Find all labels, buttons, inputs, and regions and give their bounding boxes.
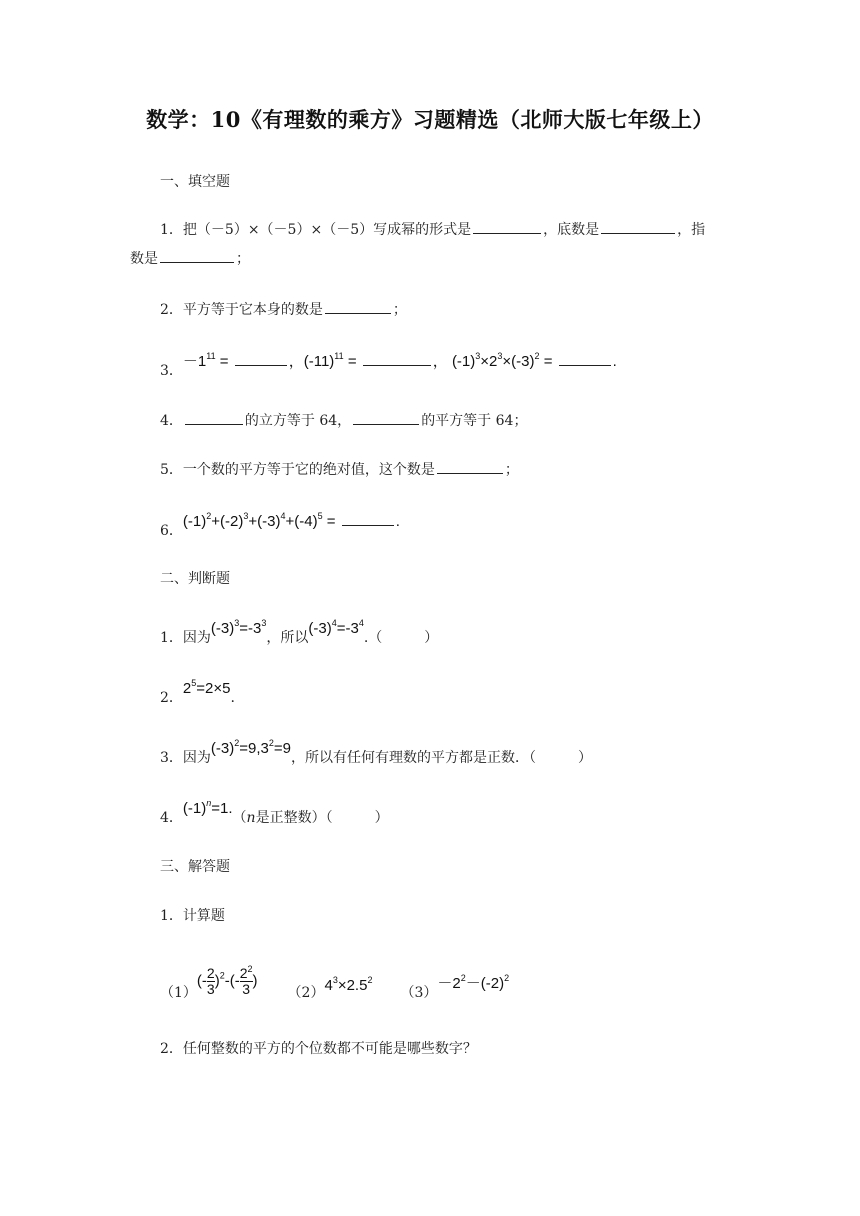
math-expression: $(-1)^2+(-2)^3+(-3)^4+(-4)^5$ = . (182, 511, 400, 530)
math-expression: $2^5=2\times 5$ (182, 678, 231, 697)
question-text: ，所以 (266, 630, 309, 646)
page-title: 数学：10《有理数的乘方》习题精选（北师大版七年级上） (146, 107, 714, 132)
question-number: 3． (160, 750, 183, 766)
question-text: 的立方等于 64， (244, 413, 352, 429)
question-text: ； (392, 302, 407, 318)
question-number: 3． (160, 363, 183, 379)
answer-question-2: 2．任何整数的平方的个位数都不可能是哪些数字？ (160, 1041, 477, 1057)
question-text: 的平方等于 64； (421, 413, 528, 429)
answer-blank (342, 511, 394, 526)
question-text: 因为 (182, 630, 211, 646)
fill-question-1-cont (130, 248, 250, 269)
variable-n: n (246, 810, 256, 826)
answer-blank (160, 248, 234, 263)
section-heading-judge: 二、判断题 (160, 571, 230, 587)
question-number: 6． (160, 523, 183, 539)
math-expression: $(-3)^4=-3^4$ (308, 618, 364, 637)
problem-label: （3） (400, 985, 438, 1001)
math-expression: $-1^{11}$ = ，$(-11)^{11}$ = ， $(-1)^3\times 2^3\times(-3)^2$ = . (182, 351, 617, 370)
question-number: 1． (160, 630, 183, 646)
section-heading-fill: 一、填空题 (160, 174, 230, 190)
math-expression: $(-3)^3=-3^3$ (210, 618, 267, 637)
problem-label: （2） (287, 985, 325, 1001)
answer-blank (601, 219, 675, 234)
answer-blank (353, 410, 419, 425)
answer-blank (363, 351, 431, 366)
math-expression: $(-1)^n=1$. (182, 798, 233, 817)
question-number: 4． (160, 810, 183, 826)
question-number: 2． (160, 302, 183, 318)
question-text: 平方等于它本身的数是 (182, 302, 323, 318)
problem-label: （1） (160, 985, 197, 1001)
section-heading-answer: 三、解答题 (160, 859, 230, 875)
question-number: 5． (160, 462, 183, 478)
math-expression: $4^3\times 2.5^2$ (324, 975, 373, 994)
question-text: ； (236, 251, 250, 267)
question-text: ，底数是 (543, 222, 600, 238)
question-text: 是正整数）（ ） (255, 810, 389, 826)
question-text: 数是 (130, 251, 158, 267)
question-text: .（ ） (363, 630, 439, 646)
fill-question-4 (160, 410, 527, 431)
answer-question-1: 1．计算题 (160, 908, 225, 924)
fill-question-2 (160, 299, 407, 320)
question-text: . (230, 690, 235, 706)
answer-blank (325, 299, 391, 314)
question-number: 2． (160, 690, 183, 706)
question-text: ； (504, 462, 519, 478)
fill-question-3 (160, 351, 617, 381)
question-text: 把（－5）×（－5）×（－5）写成幂的形式是 (182, 222, 472, 238)
question-text: 一个数的平方等于它的绝对值，这个数是 (182, 462, 435, 478)
question-number: 4． (160, 413, 183, 429)
math-expression: $-2^2-(-2)^2$ (437, 973, 510, 992)
judge-question-3 (160, 738, 593, 768)
answer-blank (185, 410, 243, 425)
fill-question-1 (160, 219, 705, 240)
fraction: $\frac{2}{3}$ (206, 965, 215, 997)
question-text: 因为 (182, 750, 211, 766)
answer-blank (235, 351, 287, 366)
question-number: 1． (160, 222, 183, 238)
answer-blank (559, 351, 611, 366)
judge-question-2 (160, 678, 235, 708)
math-expression: (- $\frac{2}{3}$ )$^2$-(- $\frac{2^2}{3}$ ) (196, 964, 258, 997)
question-text: （ (232, 810, 247, 826)
answer-blank (473, 219, 541, 234)
judge-question-1 (160, 618, 439, 648)
question-text: ，所以有任何有理数的平方都是正数．（ ） (291, 750, 593, 766)
question-text: ，指 (677, 222, 706, 238)
judge-question-4 (160, 798, 389, 828)
fill-question-5 (160, 459, 519, 480)
fill-question-6 (160, 511, 400, 541)
fraction: $\frac{2^2}{3}$ (239, 964, 253, 997)
math-expression: $(-3)^2=9,3^2=9$ (210, 738, 292, 757)
calc-problems (160, 955, 509, 1005)
answer-blank (437, 459, 503, 474)
